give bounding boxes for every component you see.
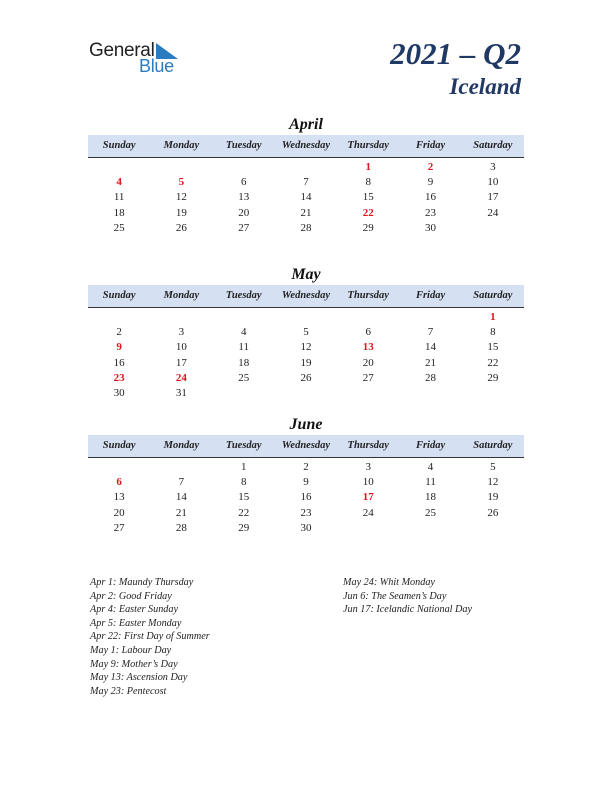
day-cell: 3 <box>178 326 185 339</box>
day-cell: 22 <box>362 206 374 219</box>
holiday-item: May 9: Mother’s Day <box>90 658 178 670</box>
weekday-label: Tuesday <box>225 440 262 451</box>
holiday-item: Apr 22: First Day of Summer <box>90 631 210 643</box>
day-cell: 18 <box>238 356 250 369</box>
day-cell: 4 <box>427 461 434 473</box>
week-row <box>88 460 524 475</box>
day-cell: 11 <box>238 341 249 354</box>
holiday-item: May 24: Whit Monday <box>343 577 435 588</box>
day-cell: 8 <box>490 326 496 339</box>
page-title: 2021 – Q2 <box>390 36 521 71</box>
day-cell: 3 <box>490 161 496 173</box>
day-cell: 19 <box>175 206 187 219</box>
weekday-label: Monday <box>163 140 200 151</box>
day-cell: 16 <box>300 491 312 504</box>
day-cell: 1 <box>490 311 496 323</box>
day-cell: 23 <box>425 206 437 219</box>
day-cell: 17 <box>487 191 499 204</box>
day-cell: 29 <box>362 221 374 234</box>
weekday-label: Wednesday <box>281 440 331 451</box>
day-cell: 28 <box>425 371 437 384</box>
day-cell: 27 <box>238 221 250 234</box>
day-cell: 10 <box>175 341 187 354</box>
day-cell: 5 <box>178 176 185 189</box>
weekday-label: Friday <box>415 290 446 301</box>
week-row <box>88 175 524 190</box>
day-cell: 13 <box>238 191 250 204</box>
week-row <box>88 356 524 371</box>
empty-day-cell <box>88 460 150 475</box>
day-cell: 16 <box>113 356 125 369</box>
day-cell: 13 <box>113 491 125 504</box>
day-cell: 30 <box>300 521 312 534</box>
empty-day-cell <box>399 386 461 401</box>
day-cell: 24 <box>487 206 499 219</box>
holiday-item: Jun 6: The Seamen’s Day <box>343 590 447 602</box>
empty-day-cell <box>213 160 275 175</box>
week-row <box>88 190 524 205</box>
day-cell: 25 <box>113 221 125 234</box>
week-row <box>88 386 524 401</box>
week-row <box>88 490 524 505</box>
day-cell: 23 <box>113 371 125 384</box>
holiday-item: Apr 2: Good Friday <box>90 590 172 602</box>
day-cell: 2 <box>116 326 122 339</box>
logo-blue-text: Blue <box>139 56 174 76</box>
month-june <box>88 415 524 536</box>
week-row <box>88 310 524 325</box>
empty-day-cell <box>213 310 275 325</box>
month-april <box>88 115 524 236</box>
day-cell: 15 <box>487 341 499 354</box>
day-cell: 16 <box>425 191 437 204</box>
day-cell: 31 <box>175 386 187 399</box>
day-cell: 9 <box>303 476 309 489</box>
day-cell: 23 <box>300 506 312 519</box>
day-cell: 26 <box>300 371 312 384</box>
day-cell: 19 <box>487 491 499 504</box>
month-name: June <box>289 416 323 433</box>
day-cell: 20 <box>113 506 125 519</box>
day-cell: 12 <box>300 341 312 354</box>
holiday-list-left <box>90 576 210 698</box>
day-cell: 1 <box>240 461 247 473</box>
logo-general-text: General <box>89 40 155 61</box>
month-name: April <box>289 116 323 133</box>
empty-day-cell <box>150 310 212 325</box>
day-cell: 7 <box>303 176 309 189</box>
holiday-item: Apr 1: Maundy Thursday <box>90 577 194 588</box>
weekday-label: Friday <box>415 140 446 151</box>
day-cell: 6 <box>240 176 247 189</box>
weekday-label: Saturday <box>473 440 513 451</box>
day-cell: 25 <box>238 371 250 384</box>
day-cell: 17 <box>362 491 374 504</box>
day-cell: 11 <box>425 476 436 489</box>
empty-day-cell <box>88 310 150 325</box>
day-cell: 11 <box>113 191 125 204</box>
weekday-header <box>88 135 524 158</box>
weekday-label: Sunday <box>102 440 136 451</box>
day-cell: 29 <box>238 521 250 534</box>
day-cell: 30 <box>425 221 437 234</box>
day-cell: 17 <box>175 356 187 369</box>
holiday-item: May 1: Labour Day <box>90 644 172 656</box>
weekday-label: Thursday <box>347 290 389 301</box>
day-cell: 20 <box>238 206 250 219</box>
day-cell: 12 <box>175 191 187 204</box>
brand-logo <box>89 40 189 80</box>
week-row <box>88 221 524 236</box>
week-row <box>88 206 524 221</box>
day-cell: 8 <box>240 476 247 489</box>
day-cell: 21 <box>175 506 187 519</box>
week-row <box>88 371 524 386</box>
weekday-label: Monday <box>163 290 200 301</box>
day-cell: 21 <box>300 206 312 219</box>
day-cell: 18 <box>425 491 437 504</box>
day-cell: 14 <box>300 191 312 204</box>
weekday-label: Sunday <box>102 140 136 151</box>
holiday-item: May 13: Ascension Day <box>90 672 188 684</box>
empty-day-cell <box>337 521 399 536</box>
day-cell: 4 <box>116 176 122 189</box>
empty-day-cell <box>337 310 399 325</box>
day-cell: 30 <box>113 386 125 399</box>
day-cell: 6 <box>365 326 372 339</box>
empty-day-cell <box>275 386 337 401</box>
empty-day-cell <box>462 521 524 536</box>
holiday-item: Apr 4: Easter Sunday <box>90 604 178 616</box>
weekday-header <box>88 285 524 308</box>
week-row <box>88 521 524 536</box>
empty-day-cell <box>399 521 461 536</box>
weekday-label: Saturday <box>473 290 513 301</box>
empty-day-cell <box>462 386 524 401</box>
weekday-label: Wednesday <box>281 140 331 151</box>
day-cell: 28 <box>300 221 312 234</box>
day-cell: 5 <box>490 461 496 473</box>
weekday-label: Tuesday <box>225 140 262 151</box>
week-row <box>88 475 524 490</box>
empty-day-cell <box>275 160 337 175</box>
day-cell: 19 <box>300 356 312 369</box>
weekday-header <box>88 435 524 458</box>
month-may <box>88 265 524 401</box>
day-cell: 28 <box>175 521 187 534</box>
day-cell: 10 <box>362 476 374 489</box>
day-cell: 5 <box>303 326 309 339</box>
weekday-label: Wednesday <box>281 290 331 301</box>
day-cell: 12 <box>487 476 499 489</box>
day-cell: 1 <box>365 161 372 173</box>
day-cell: 18 <box>113 206 125 219</box>
day-cell: 15 <box>362 191 374 204</box>
day-cell: 22 <box>238 506 250 519</box>
month-name: May <box>291 266 321 283</box>
day-cell: 2 <box>303 461 309 473</box>
weekday-label: Thursday <box>347 440 389 451</box>
day-cell: 29 <box>487 371 499 384</box>
weekday-label: Friday <box>415 440 446 451</box>
day-cell: 7 <box>427 326 434 339</box>
holiday-list-right <box>343 576 472 617</box>
week-row <box>88 506 524 521</box>
country-subtitle: Iceland <box>449 74 521 99</box>
day-cell: 3 <box>365 461 372 473</box>
day-cell: 13 <box>362 341 374 354</box>
day-cell: 24 <box>175 371 187 384</box>
empty-day-cell <box>275 310 337 325</box>
holiday-item: Apr 5: Easter Monday <box>90 617 182 629</box>
holiday-item: May 23: Pentecost <box>90 685 167 697</box>
holiday-item: Jun 17: Icelandic National Day <box>343 604 473 616</box>
day-cell: 14 <box>175 491 187 504</box>
week-row <box>88 340 524 355</box>
day-cell: 21 <box>425 356 437 369</box>
day-cell: 9 <box>427 176 434 189</box>
day-cell: 14 <box>425 341 437 354</box>
day-cell: 27 <box>113 521 125 534</box>
empty-day-cell <box>462 221 524 236</box>
day-cell: 7 <box>178 476 185 489</box>
weekday-label: Saturday <box>473 140 513 151</box>
day-cell: 15 <box>238 491 250 504</box>
empty-day-cell <box>337 386 399 401</box>
day-cell: 27 <box>362 371 374 384</box>
week-row <box>88 160 524 175</box>
day-cell: 2 <box>427 161 434 173</box>
empty-day-cell <box>150 160 212 175</box>
day-cell: 25 <box>425 506 437 519</box>
day-cell: 22 <box>487 356 499 369</box>
weekday-label: Monday <box>163 440 200 451</box>
day-cell: 20 <box>362 356 374 369</box>
empty-day-cell <box>213 386 275 401</box>
day-cell: 10 <box>487 176 499 189</box>
weekday-label: Tuesday <box>225 290 262 301</box>
day-cell: 9 <box>116 341 122 354</box>
day-cell: 8 <box>365 176 372 189</box>
day-cell: 26 <box>175 221 187 234</box>
weekday-label: Sunday <box>102 290 136 301</box>
week-row <box>88 325 524 340</box>
empty-day-cell <box>150 460 212 475</box>
day-cell: 6 <box>116 476 122 489</box>
day-cell: 24 <box>362 506 374 519</box>
day-cell: 4 <box>240 326 247 339</box>
day-cell: 26 <box>487 506 499 519</box>
empty-day-cell <box>399 310 461 325</box>
empty-day-cell <box>88 160 150 175</box>
weekday-label: Thursday <box>347 140 389 151</box>
